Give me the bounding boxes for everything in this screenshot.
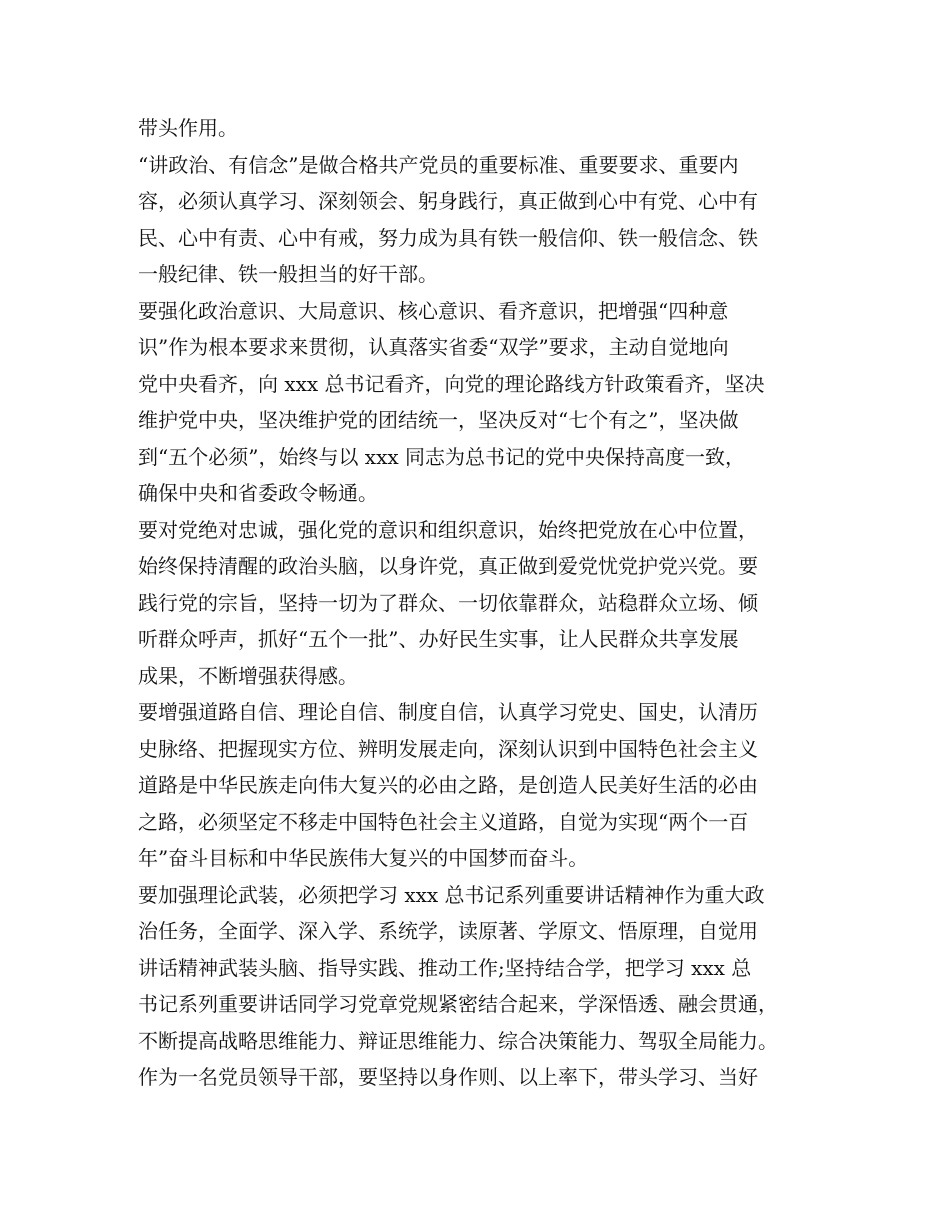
text-line: 讲话精神武装头脑、指导实践、推动工作;坚持结合学，把学习 xxx 总 (138, 955, 752, 980)
text-line: 确保中央和省委政令畅通。 (138, 481, 378, 505)
text-line: 要强化政治意识、大局意识、核心意识、看齐意识，把增强“四种意 (138, 298, 729, 323)
text-line: 道路是中华民族走向伟大复兴的必由之路，是创造人民美好生活的必由 (138, 773, 758, 797)
text-line: “讲政治、有信念”是做合格共产党员的重要标准、重要要求、重要内 (138, 152, 739, 177)
text-line: 听群众呼声，抓好“五个一批”、办好民生实事，让人民群众共享发展 (138, 627, 739, 651)
text-line: 带头作用。 (138, 116, 238, 140)
text-line: 党中央看齐，向 xxx 总书记看齐，向党的理论路线方针政策看齐，坚决 (138, 371, 765, 396)
text-line: 要对党绝对忠诚，强化党的意识和组织意识，始终把党放在心中位置， (138, 517, 758, 542)
text-line: 容，必须认真学习、深刻领会、躬身践行，真正做到心中有党、心中有 (138, 189, 758, 213)
text-line: 之路，必须坚定不移走中国特色社会主义道路，自觉为实现“两个一百 (138, 809, 749, 834)
document-body-text (138, 110, 818, 1096)
text-line: 要加强理论武装，必须把学习 xxx 总书记系列重要讲话精神作为重大政 (138, 882, 765, 907)
text-line: 民、心中有责、心中有戒，努力成为具有铁一般信仰、铁一般信念、铁 (138, 225, 758, 250)
text-line: 识”作为根本要求来贯彻，认真落实省委“双学”要求，主动自觉地向 (138, 335, 729, 359)
text-line: 书记系列重要讲话同学习党章党规紧密结合起来，学深悟透、融会贯通， (138, 992, 778, 1016)
text-line: 一般纪律、铁一般担当的好干部。 (138, 262, 438, 286)
text-line: 始终保持清醒的政治头脑，以身许党，真正做到爱党忧党护党兴党。要 (138, 554, 758, 578)
text-line: 史脉络、把握现实方位、辨明发展走向，深刻认识到中国特色社会主义 (138, 736, 758, 761)
text-line: 治任务，全面学、深入学、系统学，读原著、学原文、悟原理，自觉用 (138, 919, 758, 943)
text-line: 不断提高战略思维能力、辩证思维能力、综合决策能力、驾驭全局能力。 (138, 1028, 778, 1053)
text-line: 到“五个必须”，始终与以 xxx 同志为总书记的党中央保持高度一致， (138, 444, 746, 469)
text-line: 成果，不断增强获得感。 (138, 663, 358, 688)
text-line: 要增强道路自信、理论自信、制度自信，认真学习党史、国史，认清历 (138, 700, 758, 724)
text-line: 作为一名党员领导干部，要坚持以身作则、以上率下，带头学习、当好 (138, 1065, 758, 1089)
text-line: 践行党的宗旨，坚持一切为了群众、一切依靠群众，站稳群众立场、倾 (138, 590, 758, 615)
text-line: 维护党中央，坚决维护党的团结统一，坚决反对“七个有之”，坚决做 (138, 408, 739, 432)
text-line: 年”奋斗目标和中华民族伟大复兴的中国梦而奋斗。 (138, 846, 589, 870)
